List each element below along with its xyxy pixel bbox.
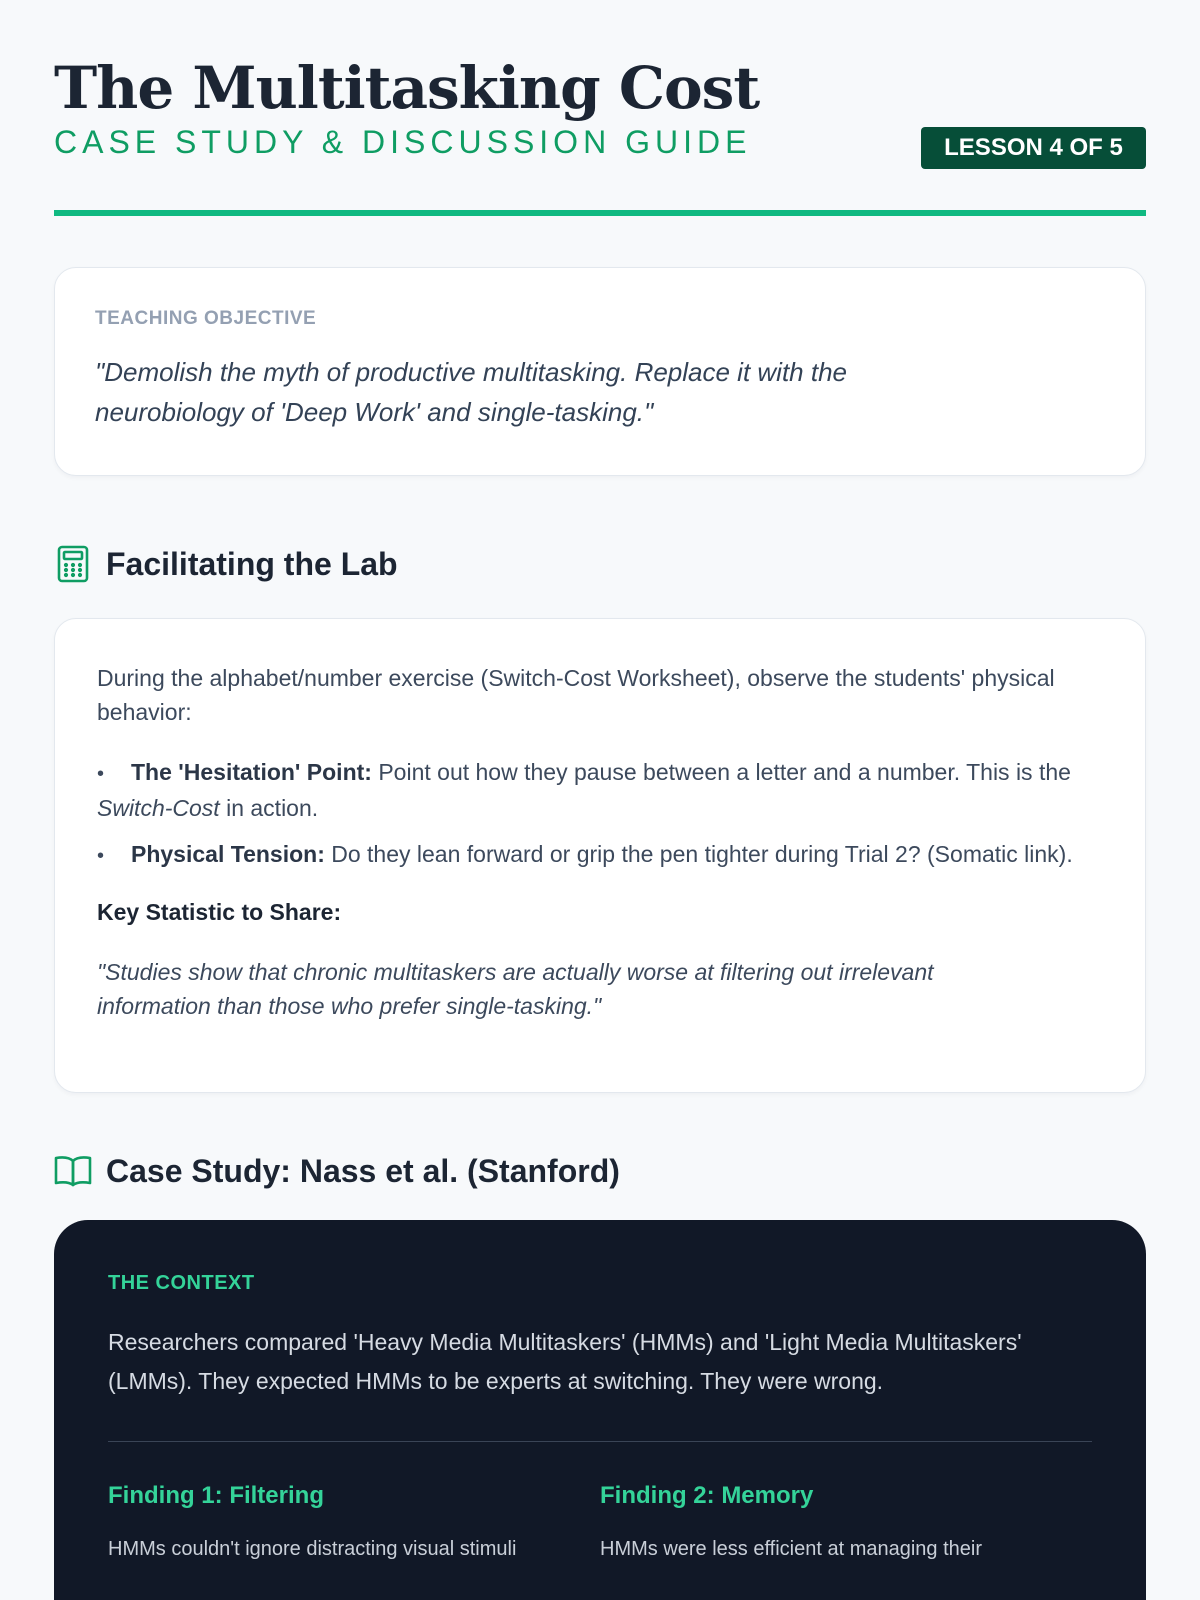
bullet-icon: •	[97, 763, 105, 785]
objective-quote: "Demolish the myth of productive multitasking. Replace it with the neurobiology of 'Deep Work' and single-tasking."	[95, 357, 848, 427]
page-title: The Multitasking Cost	[54, 54, 760, 122]
finding-memory	[600, 1482, 1092, 1564]
lab-bullet-list	[97, 755, 1103, 873]
bullet-text: Do they lean forward or grip the pen tighter during Trial 2? (Somatic link).	[324, 841, 1073, 867]
lab-intro: During the alphabet/number exercise (Switch-Cost Worksheet), observe the students' physical behavior:	[97, 665, 1055, 725]
bullet-text-end: in action.	[219, 795, 319, 821]
context-label: THE CONTEXT	[108, 1272, 255, 1294]
finding-title: Finding 2: Memory	[600, 1482, 814, 1509]
context-text: Researchers compared 'Heavy Media Multitaskers' (HMMs) and 'Light Media Multitaskers' (LMMs). They expected HMMs to be experts at switching. They were wrong.	[108, 1329, 1022, 1394]
section-heading-case-study	[54, 1152, 620, 1190]
page-header	[54, 0, 1146, 216]
lab-card	[54, 618, 1146, 1093]
list-item	[97, 837, 1103, 873]
finding-text: HMMs couldn't ignore distracting visual stimuli	[108, 1538, 517, 1560]
page-subtitle: CASE STUDY & DISCUSSION GUIDE	[54, 124, 752, 160]
case-study-heading: Case Study: Nass et al. (Stanford)	[106, 1152, 620, 1189]
list-item	[97, 755, 1103, 825]
finding-filtering	[108, 1482, 600, 1564]
divider	[108, 1441, 1092, 1442]
lesson-badge: LESSON 4 OF 5	[921, 127, 1146, 169]
objective-label: TEACHING OBJECTIVE	[95, 308, 317, 329]
findings-grid	[108, 1482, 1092, 1564]
section-heading-lab	[54, 545, 398, 583]
bullet-term: Physical Tension:	[131, 841, 325, 867]
calculator-icon	[54, 545, 92, 583]
finding-text: HMMs were less efficient at managing their	[600, 1538, 983, 1560]
bullet-emphasis: Switch-Cost	[97, 795, 220, 821]
case-study-card	[54, 1220, 1146, 1600]
teaching-objective-card	[54, 267, 1146, 476]
key-statistic-quote: "Studies show that chronic multitaskers are actually worse at filtering out irrelevant information than those who prefer single-tasking."	[97, 959, 934, 1019]
lab-heading: Facilitating the Lab	[106, 545, 398, 582]
finding-title: Finding 1: Filtering	[108, 1482, 324, 1509]
open-book-icon	[54, 1152, 92, 1190]
key-statistic-label: Key Statistic to Share:	[97, 899, 342, 925]
bullet-term: The 'Hesitation' Point:	[131, 759, 372, 785]
bullet-text: Point out how they pause between a letter and a number. This is the	[371, 759, 1071, 785]
bullet-icon: •	[97, 845, 105, 867]
